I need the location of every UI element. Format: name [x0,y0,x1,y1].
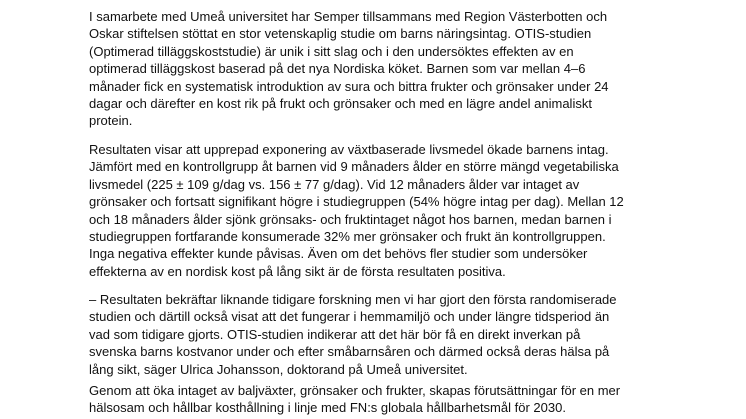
text-line: grönsaker och fortsatt signifikant högre i studiegruppen (54% högre intag per dag). Mellan 12 [89,194,624,210]
paragraph-study-intro [89,8,689,130]
text-line: vad som tidigare gjorts. OTIS-studien indikerar att det här bör få en direkt inverkan på [89,326,581,342]
text-line: studiegruppen fortfarande konsumerade 32% mer grönsaker och frukt än kontrollgruppen. [89,229,606,245]
text-line: Oskar stiftelsen stöttat en stor vetenskaplig studie om barns näringsintag. OTIS-studien [89,26,592,42]
text-line: effekterna av en nordisk kost på lång sikt är de första resultaten positiva. [89,263,506,279]
text-line: protein. [89,113,133,129]
text-line: – Resultaten bekräftar liknande tidigare forskning men vi har gjort den första randomiserade [89,292,617,307]
text-line: lång sikt, säger Ulrica Johansson, doktorand på Umeå universitet. [89,361,468,377]
paragraph-quote [89,291,689,378]
paragraph-conclusion [89,382,689,417]
paragraph-results [89,141,689,280]
text-line: månader fick en systematisk introduktion av sura och bittra frukter och grönsaker under 24 [89,78,609,94]
text-line: svenska barns kostvanor under och efter småbarnsåren och därmed också deras hälsa på [89,344,610,360]
text-line: Genom att öka intaget av baljväxter, grönsaker och frukter, skapas förutsättningar för en mer [89,383,621,398]
text-line: Resultaten visar att upprepad exponering av växtbaserade livsmedel ökade barnens intag. [89,142,609,157]
text-line: I samarbete med Umeå universitet har Semper tillsammans med Region Västerbotten och [89,9,608,24]
text-line: hälsosam och hållbar kosthållning i linje med FN:s globala hållbarhetsmål för 2030. [89,400,566,416]
text-line: Jämfört med en kontrollgrupp åt barnen vid 9 månaders ålder en större mängd vegetabiliska [89,159,619,175]
text-line: livsmedel (225 ± 109 g/dag vs. 156 ± 77 g/dag). Vid 12 månaders ålder var intaget av [89,176,580,192]
text-line: dagar och därefter en kost rik på frukt och grönsaker och med en lägre andel animaliskt [89,96,592,112]
text-line: optimerad tilläggskost baserad på det nya Nordiska köket. Barnen som var mellan 4–6 [89,61,586,77]
text-line: (Optimerad tilläggskoststudie) är unik i sitt slag och i den undersöktes effekten av en [89,43,574,59]
text-line: studien och därtill också visat att det fungerar i hemmamiljö och under längre tidsperiod än [89,309,610,325]
text-line: Inga negativa effekter kunde påvisas. Även om det behövs fler studier som undersöker [89,246,588,262]
text-line: och 18 månaders ålder sjönk grönsaks- och fruktintaget något hos barnen, medan barnen i [89,211,612,227]
